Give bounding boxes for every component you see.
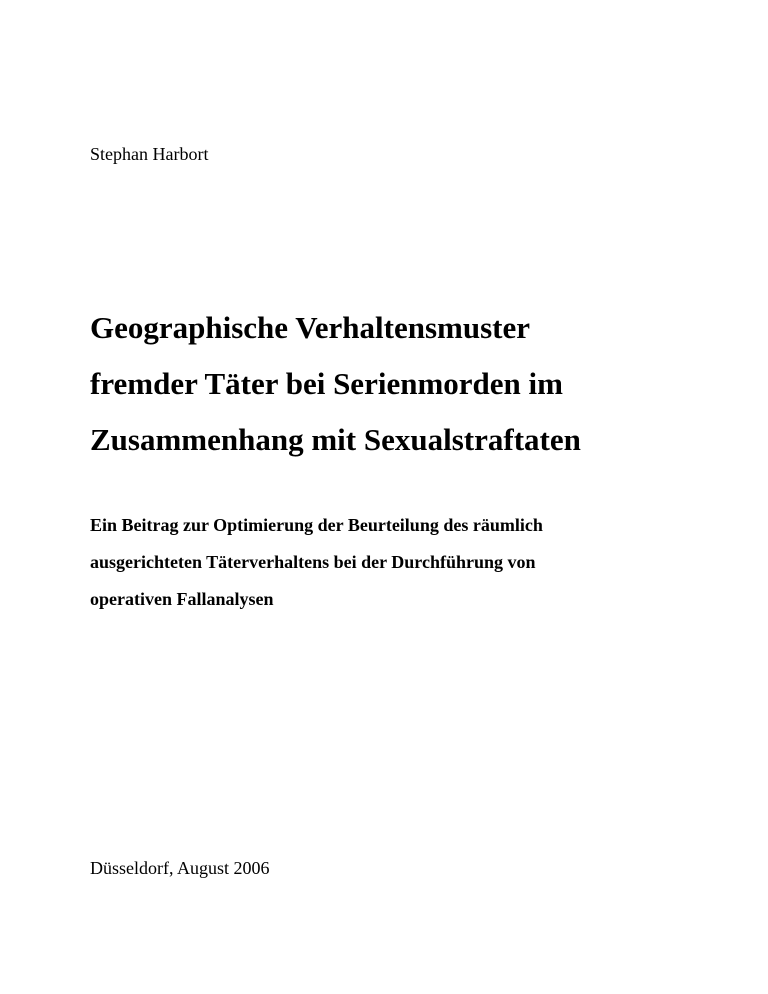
title-line: fremder Täter bei Serienmorden im	[90, 366, 563, 401]
subtitle-line: Ein Beitrag zur Optimierung der Beurteilung des räumlich	[90, 515, 543, 535]
document-subtitle	[90, 507, 730, 618]
title-line: Zusammenhang mit Sexualstraftaten	[90, 422, 581, 457]
subtitle-line: ausgerichteten Täterverhaltens bei der Durchführung von	[90, 552, 536, 572]
subtitle-line: operativen Fallanalysen	[90, 589, 274, 609]
document-title	[90, 300, 730, 468]
title-line: Geographische Verhaltensmuster	[90, 310, 531, 345]
place-and-date: Düsseldorf, August 2006	[90, 858, 270, 878]
author-name: Stephan Harbort	[90, 144, 209, 164]
